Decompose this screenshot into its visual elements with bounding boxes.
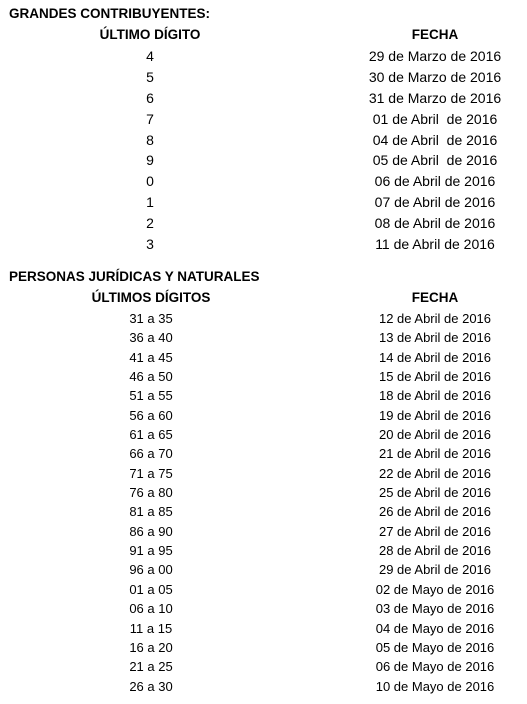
table-row bbox=[0, 524, 527, 543]
table-row bbox=[0, 330, 527, 349]
table-row bbox=[0, 194, 527, 215]
grandes-table bbox=[0, 48, 527, 257]
digit-cell: 66 a 70 bbox=[129, 446, 173, 462]
table-row bbox=[0, 562, 527, 581]
digit-cell: 56 a 60 bbox=[129, 407, 173, 423]
digit-cell: 96 a 00 bbox=[129, 562, 173, 578]
digit-cell: 06 a 10 bbox=[129, 601, 173, 617]
date-cell: 06 de Mayo de 2016 bbox=[375, 659, 495, 675]
table-row bbox=[0, 621, 527, 640]
digit-cell: 71 a 75 bbox=[129, 465, 173, 481]
date-cell: 11 de Abril de 2016 bbox=[375, 236, 495, 253]
table-row bbox=[0, 173, 527, 194]
date-cell: 28 de Abril de 2016 bbox=[378, 543, 492, 559]
table-row bbox=[0, 132, 527, 153]
table-row bbox=[0, 311, 527, 330]
date-cell: 10 de Mayo de 2016 bbox=[375, 678, 495, 694]
date-cell: 21 de Abril de 2016 bbox=[378, 446, 492, 462]
grandes-contribuyentes-title: GRANDES CONTRIBUYENTES: bbox=[9, 6, 211, 21]
table-row bbox=[0, 369, 527, 388]
digit-cell: 36 a 40 bbox=[129, 330, 173, 346]
table-row bbox=[0, 504, 527, 523]
digit-cell: 8 bbox=[146, 131, 154, 148]
digit-cell: 7 bbox=[146, 110, 154, 127]
digit-cell: 2 bbox=[146, 215, 154, 232]
digit-cell: 9 bbox=[146, 152, 154, 169]
personas-col-ultimos-digitos: ÚLTIMOS DÍGITOS bbox=[91, 290, 211, 305]
date-cell: 06 de Abril de 2016 bbox=[374, 173, 496, 190]
digit-cell: 1 bbox=[146, 194, 154, 211]
table-row bbox=[0, 236, 527, 257]
digit-cell: 86 a 90 bbox=[129, 523, 173, 539]
date-cell: 27 de Abril de 2016 bbox=[378, 523, 492, 539]
table-row bbox=[0, 90, 527, 111]
personas-title: PERSONAS JURÍDICAS Y NATURALES bbox=[9, 269, 260, 284]
date-cell: 04 de Abril de 2016 bbox=[372, 131, 498, 148]
digit-cell: 5 bbox=[146, 68, 154, 85]
date-cell: 22 de Abril de 2016 bbox=[378, 465, 492, 481]
table-row bbox=[0, 543, 527, 562]
table-row bbox=[0, 152, 527, 173]
table-row bbox=[0, 388, 527, 407]
personas-table bbox=[0, 311, 527, 698]
digit-cell: 0 bbox=[146, 173, 154, 190]
digit-cell: 21 a 25 bbox=[129, 659, 173, 675]
digit-cell: 4 bbox=[146, 48, 154, 64]
grandes-col-fecha: FECHA bbox=[411, 27, 459, 42]
digit-cell: 3 bbox=[146, 236, 154, 253]
table-row bbox=[0, 640, 527, 659]
personas-col-fecha: FECHA bbox=[411, 290, 459, 305]
digit-cell: 51 a 55 bbox=[129, 388, 173, 404]
digit-cell: 16 a 20 bbox=[129, 639, 173, 655]
table-row bbox=[0, 215, 527, 236]
date-cell: 07 de Abril de 2016 bbox=[374, 194, 496, 211]
date-cell: 18 de Abril de 2016 bbox=[378, 388, 492, 404]
digit-cell: 31 a 35 bbox=[129, 311, 173, 326]
date-cell: 29 de Marzo de 2016 bbox=[368, 48, 502, 64]
grandes-col-ultimo-digito: ÚLTIMO DÍGITO bbox=[99, 27, 201, 42]
date-cell: 02 de Mayo de 2016 bbox=[375, 581, 495, 597]
date-cell: 25 de Abril de 2016 bbox=[378, 485, 492, 501]
digit-cell: 11 a 15 bbox=[129, 620, 173, 636]
digit-cell: 46 a 50 bbox=[129, 369, 173, 385]
date-cell: 15 de Abril de 2016 bbox=[378, 369, 492, 385]
table-row bbox=[0, 466, 527, 485]
table-row bbox=[0, 446, 527, 465]
date-cell: 31 de Marzo de 2016 bbox=[368, 89, 502, 106]
date-cell: 13 de Abril de 2016 bbox=[378, 330, 492, 346]
date-cell: 12 de Abril de 2016 bbox=[378, 311, 492, 326]
date-cell: 01 de Abril de 2016 bbox=[372, 110, 498, 127]
date-cell: 03 de Mayo de 2016 bbox=[375, 601, 495, 617]
date-cell: 04 de Mayo de 2016 bbox=[375, 620, 495, 636]
table-row bbox=[0, 111, 527, 132]
table-row bbox=[0, 659, 527, 678]
date-cell: 05 de Abril de 2016 bbox=[372, 152, 498, 169]
table-row bbox=[0, 485, 527, 504]
digit-cell: 76 a 80 bbox=[129, 485, 173, 501]
date-cell: 20 de Abril de 2016 bbox=[378, 427, 492, 443]
digit-cell: 26 a 30 bbox=[129, 678, 173, 694]
date-cell: 30 de Marzo de 2016 bbox=[368, 68, 502, 85]
table-row bbox=[0, 427, 527, 446]
table-row bbox=[0, 582, 527, 601]
digit-cell: 01 a 05 bbox=[129, 581, 173, 597]
table-row bbox=[0, 350, 527, 369]
table-row bbox=[0, 69, 527, 90]
date-cell: 14 de Abril de 2016 bbox=[378, 349, 492, 365]
date-cell: 05 de Mayo de 2016 bbox=[375, 639, 495, 655]
date-cell: 29 de Abril de 2016 bbox=[378, 562, 492, 578]
date-cell: 19 de Abril de 2016 bbox=[378, 407, 492, 423]
table-row bbox=[0, 408, 527, 427]
digit-cell: 81 a 85 bbox=[129, 504, 173, 520]
date-cell: 08 de Abril de 2016 bbox=[374, 215, 496, 232]
table-row bbox=[0, 48, 527, 69]
digit-cell: 41 a 45 bbox=[129, 349, 173, 365]
digit-cell: 91 a 95 bbox=[129, 543, 173, 559]
digit-cell: 6 bbox=[146, 89, 154, 106]
table-row bbox=[0, 601, 527, 620]
table-row bbox=[0, 679, 527, 698]
date-cell: 26 de Abril de 2016 bbox=[378, 504, 492, 520]
digit-cell: 61 a 65 bbox=[129, 427, 173, 443]
